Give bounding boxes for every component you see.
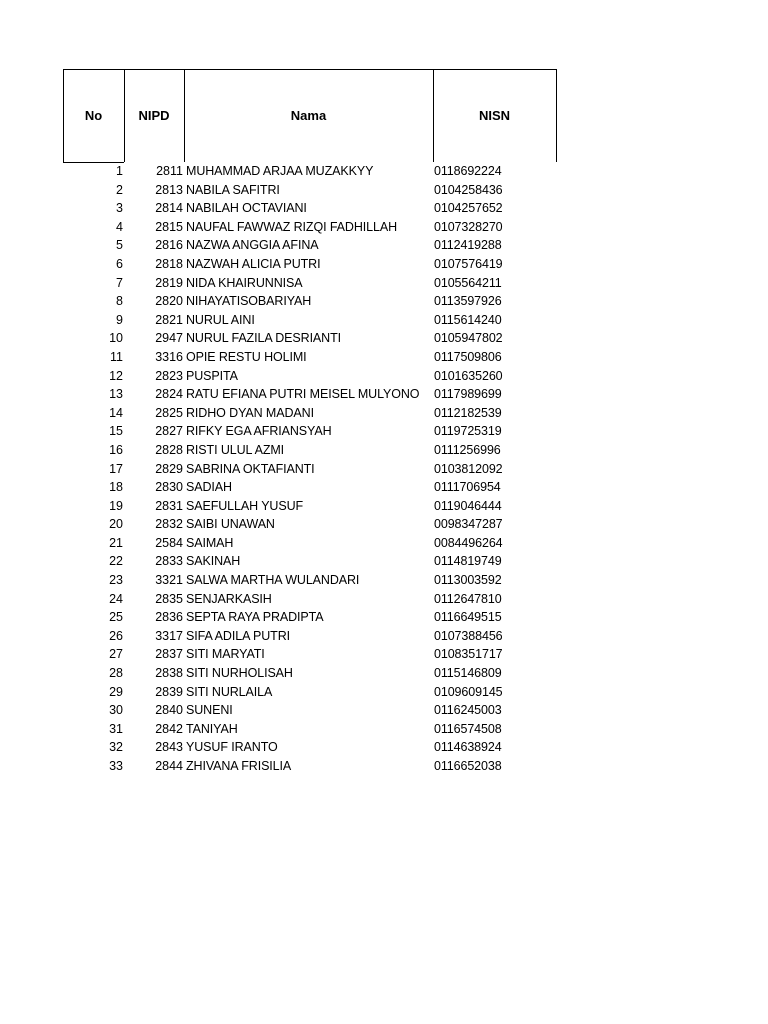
cell-no: 21 <box>109 535 123 550</box>
cell-nipd: 2830 <box>155 480 183 495</box>
cell-nisn: 0107576419 <box>434 256 503 271</box>
cell-no: 4 <box>116 219 123 234</box>
cell-nisn: 0118692224 <box>434 164 502 178</box>
cell-nama: SABRINA OKTAFIANTI <box>186 461 315 476</box>
cell-nama: PUSPITA <box>186 368 238 383</box>
cell-no: 7 <box>116 275 123 290</box>
cell-no: 32 <box>109 740 123 755</box>
cell-nipd: 2844 <box>155 759 183 773</box>
header-nama: Nama <box>290 108 327 123</box>
cell-nama: NIDA KHAIRUNNISA <box>186 275 303 290</box>
table-row <box>0 645 768 664</box>
cell-nisn: 0116574508 <box>434 721 502 736</box>
cell-nisn: 0113003592 <box>434 573 502 588</box>
cell-nama: NABILAH OCTAVIANI <box>186 201 307 216</box>
cell-nipd: 2837 <box>155 647 183 662</box>
cell-nama: SITI MARYATI <box>186 647 265 662</box>
table-row <box>0 571 768 590</box>
cell-nipd: 2825 <box>155 405 183 420</box>
cell-nipd: 2820 <box>155 294 183 309</box>
cell-nipd: 2833 <box>155 554 183 569</box>
cell-nama: NABILA SAFITRI <box>186 182 280 197</box>
cell-nama: RISTI ULUL AZMI <box>186 442 285 457</box>
table-row <box>0 367 768 386</box>
cell-nipd: 2821 <box>155 312 183 327</box>
cell-no: 19 <box>109 498 123 513</box>
cell-no: 14 <box>109 405 123 420</box>
cell-no: 11 <box>110 349 123 364</box>
table-row <box>0 422 768 441</box>
cell-nama: SITI NURHOLISAH <box>186 666 293 681</box>
table-row <box>0 292 768 311</box>
cell-nama: RATU EFIANA PUTRI MEISEL MULYONO <box>186 387 420 402</box>
cell-nipd: 2842 <box>155 721 183 736</box>
table-row <box>0 218 768 237</box>
header-border-right <box>556 69 557 162</box>
table-row <box>0 552 768 571</box>
cell-nisn: 0109609145 <box>434 684 503 699</box>
table-row <box>0 627 768 646</box>
cell-nama: SADIAH <box>186 480 232 495</box>
cell-nama: NURUL AINI <box>186 312 255 327</box>
cell-no: 2 <box>116 182 123 197</box>
cell-nisn: 0108351717 <box>434 647 503 662</box>
cell-nama: MUHAMMAD ARJAA MUZAKKYY <box>186 164 374 178</box>
table-row <box>0 720 768 739</box>
cell-nama: YUSUF IRANTO <box>186 740 278 755</box>
cell-no: 20 <box>109 517 123 532</box>
cell-nisn: 0116245003 <box>434 703 502 718</box>
cell-nipd: 2819 <box>155 275 183 290</box>
cell-nipd: 2824 <box>155 387 183 402</box>
table-row <box>0 441 768 460</box>
cell-nisn: 0112647810 <box>434 591 502 606</box>
cell-nipd: 2838 <box>155 666 183 681</box>
cell-nipd: 3317 <box>155 628 183 643</box>
table-row <box>0 738 768 757</box>
table-row <box>0 181 768 200</box>
cell-nama: SENJARKASIH <box>186 591 272 606</box>
table-row <box>0 274 768 293</box>
cell-nama: SAEFULLAH YUSUF <box>186 498 304 513</box>
table-row <box>0 348 768 367</box>
cell-nipd: 3316 <box>155 349 183 364</box>
cell-no: 29 <box>109 684 123 699</box>
cell-nipd: 2584 <box>155 535 183 550</box>
cell-nama: NAZWA ANGGIA AFINA <box>186 238 319 253</box>
cell-nipd: 2815 <box>155 219 183 234</box>
cell-no: 23 <box>109 573 123 588</box>
cell-nipd: 2835 <box>155 591 183 606</box>
table-row <box>0 404 768 423</box>
cell-nisn: 0114819749 <box>434 554 502 569</box>
cell-no: 6 <box>116 256 123 271</box>
cell-no: 16 <box>109 442 123 457</box>
cell-nama: SAIMAH <box>186 535 234 550</box>
cell-nisn: 0115146809 <box>434 666 502 681</box>
cell-no: 9 <box>116 312 123 327</box>
table-row <box>0 757 768 776</box>
header-no: No <box>84 108 103 123</box>
cell-no: 30 <box>109 703 123 718</box>
cell-nisn: 0117989699 <box>434 387 502 402</box>
cell-nisn: 0115614240 <box>434 312 502 327</box>
cell-nipd: 2811 <box>156 164 183 178</box>
cell-nipd: 2836 <box>155 610 183 625</box>
cell-no: 5 <box>116 238 123 253</box>
cell-nisn: 0112419288 <box>434 238 502 253</box>
table-row <box>0 664 768 683</box>
cell-no: 27 <box>109 647 123 662</box>
cell-nisn: 0084496264 <box>434 535 503 550</box>
cell-no: 15 <box>109 424 123 439</box>
table-row <box>0 162 768 181</box>
table-row <box>0 311 768 330</box>
cell-nisn: 0117509806 <box>434 349 502 364</box>
cell-nama: RIFKY EGA AFRIANSYAH <box>186 424 332 439</box>
cell-nisn: 0111256996 <box>434 442 501 457</box>
table-row <box>0 478 768 497</box>
cell-nama: SALWA MARTHA WULANDARI <box>186 573 360 588</box>
cell-nisn: 0114638924 <box>434 740 502 755</box>
cell-no: 31 <box>109 721 123 736</box>
cell-nipd: 2813 <box>155 182 183 197</box>
cell-nama: ZHIVANA FRISILIA <box>186 759 292 773</box>
cell-nisn: 0113597926 <box>434 294 502 309</box>
header-nipd: NIPD <box>138 108 170 123</box>
cell-no: 26 <box>109 628 123 643</box>
cell-nisn: 0116652038 <box>434 759 502 773</box>
cell-nama: OPIE RESTU HOLIMI <box>186 349 307 364</box>
cell-nipd: 3321 <box>155 573 183 588</box>
cell-nisn: 0107388456 <box>434 628 503 643</box>
table-row <box>0 460 768 479</box>
cell-no: 17 <box>109 461 123 476</box>
cell-nisn: 0098347287 <box>434 517 503 532</box>
cell-nipd: 2832 <box>155 517 183 532</box>
cell-nama: SAKINAH <box>186 554 241 569</box>
cell-nisn: 0105947802 <box>434 331 503 346</box>
cell-nipd: 2829 <box>155 461 183 476</box>
table-row <box>0 701 768 720</box>
table-row <box>0 497 768 516</box>
cell-nipd: 2814 <box>155 201 183 216</box>
cell-no: 10 <box>109 331 123 346</box>
student-table-body <box>0 162 768 776</box>
cell-no: 18 <box>109 480 123 495</box>
table-row <box>0 515 768 534</box>
cell-nisn: 0103812092 <box>434 461 503 476</box>
cell-nipd: 2831 <box>155 498 183 513</box>
cell-nisn: 0111706954 <box>434 480 501 495</box>
cell-no: 24 <box>109 591 123 606</box>
cell-no: 13 <box>109 387 123 402</box>
table-row <box>0 608 768 627</box>
cell-no: 8 <box>116 294 123 309</box>
cell-nisn: 0112182539 <box>434 405 502 420</box>
table-row <box>0 199 768 218</box>
cell-nisn: 0101635260 <box>434 368 503 383</box>
cell-no: 25 <box>109 610 123 625</box>
cell-nipd: 2839 <box>155 684 183 699</box>
cell-nama: NAZWAH ALICIA PUTRI <box>186 256 321 271</box>
cell-nipd: 2828 <box>155 442 183 457</box>
cell-nama: SITI NURLAILA <box>186 684 273 699</box>
cell-nisn: 0107328270 <box>434 219 503 234</box>
cell-no: 22 <box>109 554 123 569</box>
cell-no: 1 <box>116 164 123 178</box>
header-nisn: NISN <box>478 108 511 123</box>
table-row <box>0 329 768 348</box>
cell-no: 3 <box>116 201 123 216</box>
cell-nama: NIHAYATISOBARIYAH <box>186 294 312 309</box>
table-row <box>0 534 768 553</box>
table-row <box>0 255 768 274</box>
cell-nama: NAUFAL FAWWAZ RIZQI FADHILLAH <box>186 219 398 234</box>
cell-nipd: 2947 <box>155 331 183 346</box>
cell-nisn: 0116649515 <box>434 610 502 625</box>
cell-nipd: 2818 <box>155 256 183 271</box>
cell-nisn: 0119725319 <box>434 424 502 439</box>
cell-nipd: 2827 <box>155 424 183 439</box>
cell-nipd: 2823 <box>155 368 183 383</box>
cell-nama: SEPTA RAYA PRADIPTA <box>186 610 324 625</box>
cell-nama: SAIBI UNAWAN <box>186 517 275 532</box>
table-row <box>0 385 768 404</box>
cell-nama: SUNENI <box>186 703 233 718</box>
table-row <box>0 590 768 609</box>
cell-nama: SIFA ADILA PUTRI <box>186 628 290 643</box>
cell-nisn: 0105564211 <box>434 275 502 290</box>
cell-no: 33 <box>109 759 123 773</box>
cell-nisn: 0119046444 <box>434 498 502 513</box>
cell-nama: TANIYAH <box>186 721 238 736</box>
table-row <box>0 683 768 702</box>
cell-nama: RIDHO DYAN MADANI <box>186 405 314 420</box>
cell-no: 28 <box>109 666 123 681</box>
cell-nipd: 2840 <box>155 703 183 718</box>
cell-nipd: 2843 <box>155 740 183 755</box>
cell-no: 12 <box>109 368 123 383</box>
cell-nipd: 2816 <box>155 238 183 253</box>
cell-nama: NURUL FAZILA DESRIANTI <box>186 331 342 346</box>
cell-nisn: 0104258436 <box>434 182 503 197</box>
table-row <box>0 236 768 255</box>
cell-nisn: 0104257652 <box>434 201 503 216</box>
